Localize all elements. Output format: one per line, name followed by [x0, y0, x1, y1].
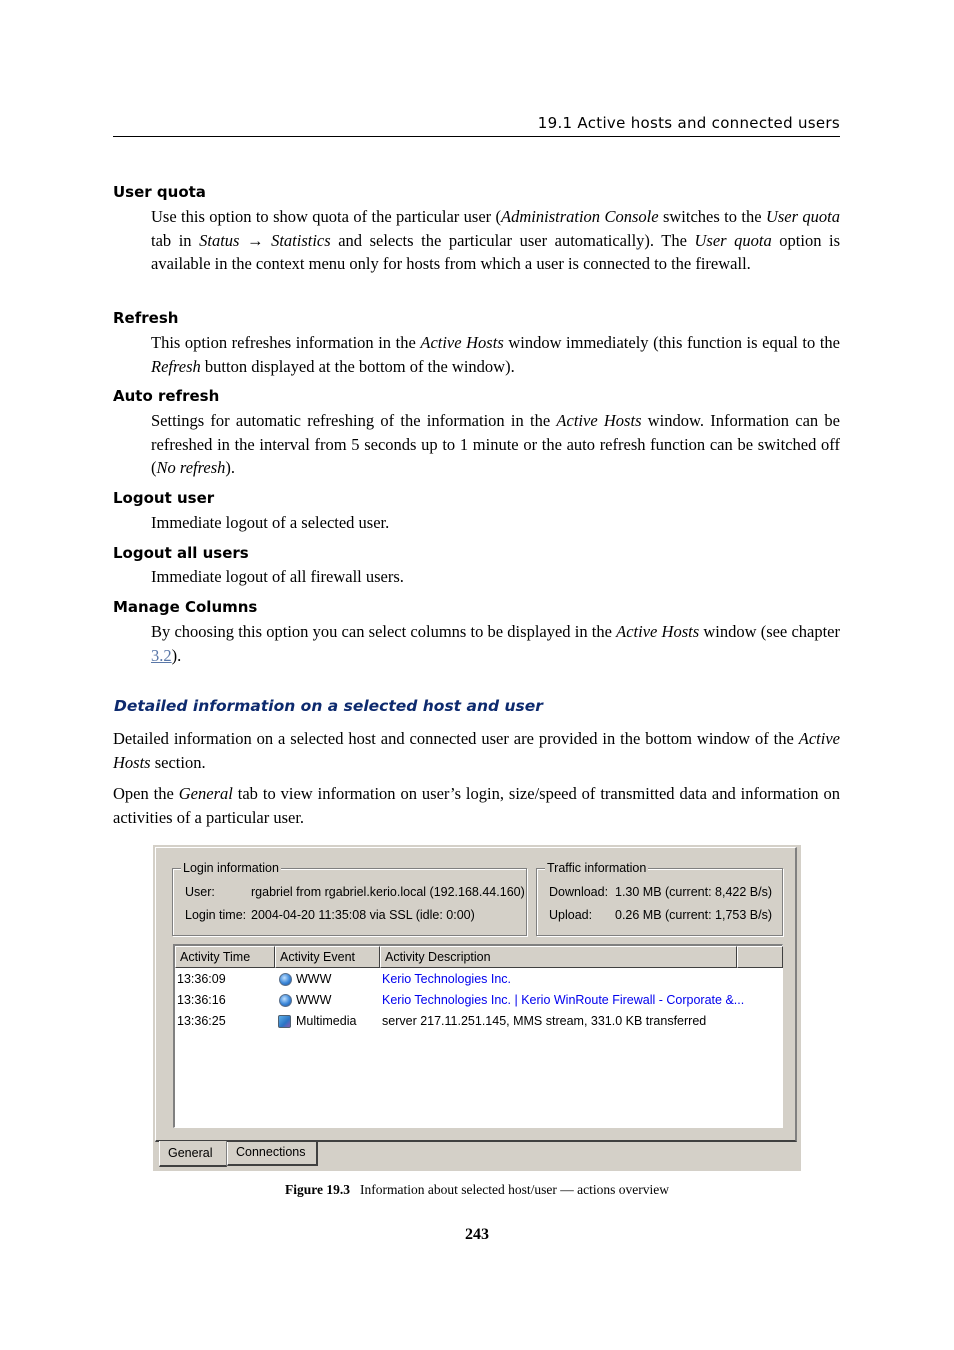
column-header-filler	[737, 946, 783, 968]
tab-general[interactable]: General	[159, 1141, 227, 1167]
row-1-event: WWW	[296, 972, 332, 986]
column-header-activity-time[interactable]: Activity Time	[175, 946, 275, 968]
row-1-description-link[interactable]: Kerio Technologies Inc.	[382, 972, 512, 986]
page-number: 243	[465, 1226, 489, 1243]
definition-refresh: This option refreshes information in the Active Hosts window immediately (this function is equal to the Refresh button displayed at the bottom of the window).	[151, 333, 840, 376]
chapter-link[interactable]: 3.2	[151, 645, 172, 665]
figure-screenshot	[153, 845, 801, 1171]
activity-list[interactable]	[173, 944, 783, 1128]
user-label: User:	[185, 885, 215, 899]
term-logout-all-users: Logout all users	[113, 544, 249, 562]
globe-icon	[279, 973, 292, 986]
row-3-description: server 217.11.251.145, MMS stream, 331.0 KB transferred	[382, 1014, 707, 1028]
traffic-group-legend: Traffic information	[547, 861, 647, 875]
definition-manage-columns: By choosing this option you can select columns to be displayed in the Active Hosts window (see chapter 3.2).	[151, 622, 841, 665]
row-2-description-link[interactable]: Kerio Technologies Inc. | Kerio WinRoute Firewall - Corporate &...	[382, 993, 745, 1007]
running-header	[113, 114, 840, 137]
row-2-time: 13:36:16	[177, 993, 226, 1007]
login-group-legend: Login information	[183, 861, 279, 875]
definition-user-quota: Use this option to show quota of the particular user (Administration Console switches to the User quota tab in Status → Statistics and selects the particular user automatically). The User quota option is available in the context menu only for hosts from which a user is connected to the firewall.	[151, 207, 841, 274]
term-logout-user: Logout user	[113, 489, 215, 507]
definition-auto-refresh: Settings for automatic refreshing of the information in the Active Hosts window. Information can be refreshed in the interval from 5 seconds up to 1 minute or the auto refresh function can be switched off (No refresh).	[151, 411, 840, 478]
term-manage-columns: Manage Columns	[113, 598, 258, 616]
paragraph-detailed-info: Detailed information on a selected host and connected user are provided in the bottom window of the Active Hosts section.	[113, 729, 840, 772]
upload-label: Upload:	[549, 908, 593, 922]
login-time-label: Login time:	[185, 908, 247, 922]
row-3-time: 13:36:25	[177, 1014, 226, 1028]
term-auto-refresh: Auto refresh	[113, 387, 220, 405]
traffic-information-group	[536, 861, 783, 936]
paragraph-general-tab: Open the General tab to view information on user’s login, size/speed of transmitted data and information on activities of a particular user.	[113, 784, 840, 827]
row-3-event: Multimedia	[296, 1014, 357, 1028]
figure-caption	[0, 1182, 954, 1198]
login-information-group	[172, 861, 527, 936]
section-heading: Detailed information on a selected host and user	[114, 697, 543, 715]
row-1-time: 13:36:09	[177, 972, 226, 986]
running-title: 19.1 Active hosts and connected users	[537, 114, 840, 132]
column-header-activity-event[interactable]: Activity Event	[275, 946, 380, 968]
row-2-event: WWW	[296, 993, 332, 1007]
login-time-value: 2004-04-20 11:35:08 via SSL (idle: 0:00)	[251, 908, 475, 922]
term-user-quota: User quota	[113, 183, 206, 201]
term-refresh: Refresh	[113, 309, 179, 327]
multimedia-icon	[278, 1015, 291, 1028]
figure-label: Figure 19.3	[285, 1182, 351, 1197]
column-header-activity-description[interactable]: Activity Description	[380, 946, 737, 968]
download-label: Download:	[549, 885, 609, 899]
figure-caption-text: Information about selected host/user — actions overview	[360, 1182, 669, 1197]
download-value: 1.30 MB (current: 8,422 B/s)	[615, 885, 773, 899]
definition-logout-all-users: Immediate logout of all firewall users.	[151, 567, 404, 586]
tab-connections[interactable]: Connections	[227, 1142, 318, 1166]
definition-logout-user: Immediate logout of a selected user.	[151, 513, 390, 532]
user-value: rgabriel from rgabriel.kerio.local (192.168.44.160)	[251, 885, 525, 899]
upload-value: 0.26 MB (current: 1,753 B/s)	[615, 908, 773, 922]
globe-icon	[279, 994, 292, 1007]
